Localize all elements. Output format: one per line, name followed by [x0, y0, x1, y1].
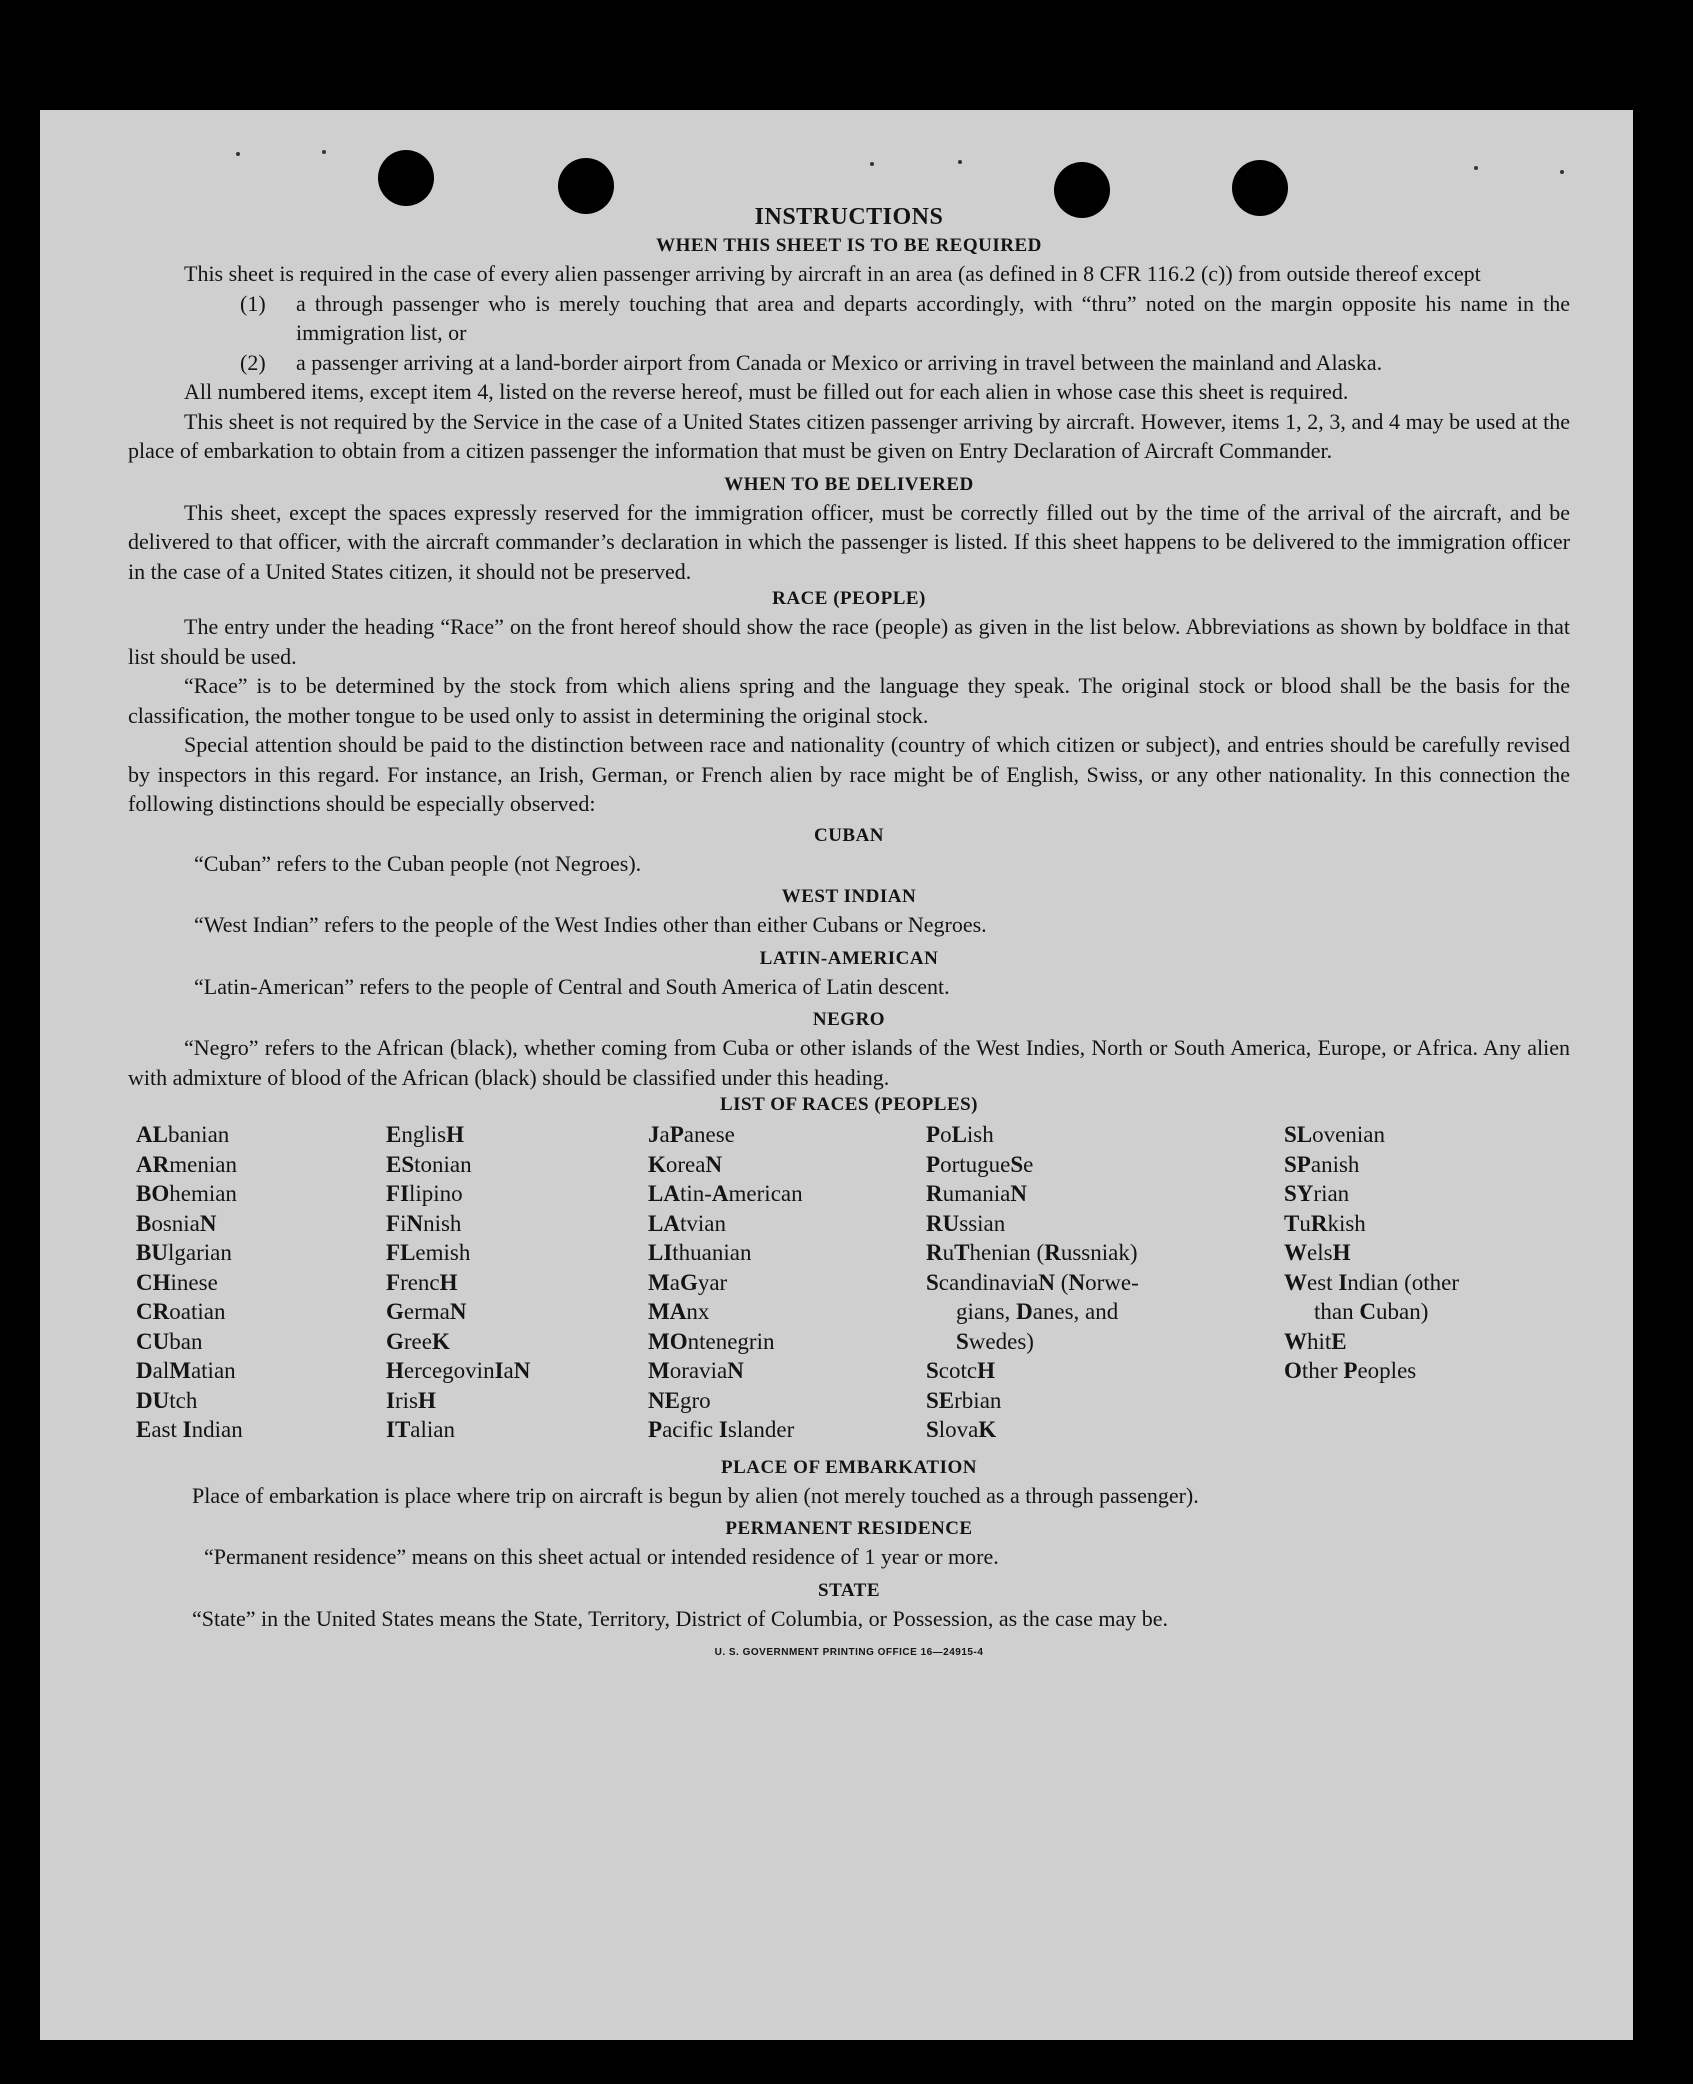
race-entry: MOntenegrin: [648, 1328, 775, 1354]
race-entry: HercegovinIaN: [386, 1358, 531, 1383]
race-entry: East Indian: [136, 1417, 243, 1442]
section-heading-required: WHEN THIS SHEET IS TO BE REQUIRED: [656, 235, 1042, 256]
race-entry: FIlipino: [386, 1181, 463, 1206]
race-entry: SPanish: [1284, 1151, 1360, 1177]
race-entry: Swedes): [956, 1328, 1034, 1354]
punch-hole: [378, 150, 434, 206]
paragraph: “Race” is to be determined by the stock from which aliens spring and the language they speak. The original stock or blood shall be the basis for the classification, the mother tongue to be used only to assist in determining the original stock.: [128, 673, 1570, 728]
item-number: (2): [240, 349, 266, 375]
race-entry: KoreaN: [648, 1151, 723, 1177]
race-entry: FLemish: [386, 1240, 471, 1265]
race-entry: West Indian (other: [1284, 1269, 1460, 1295]
speck: [236, 152, 240, 156]
paragraph: “State” in the United States means the State, Territory, District of Columbia, or Possession, as the case may be.: [192, 1605, 1169, 1631]
race-entry: EnglisH: [386, 1122, 464, 1147]
list-item: [240, 348, 1570, 378]
section-heading-embarkation: PLACE OF EMBARKATION: [721, 1456, 977, 1478]
paragraph: This sheet is not required by the Service in the case of a United States citizen passenger arriving by aircraft. However, items 1, 2, 3, and 4 may be used at the place of embarkation to obtain from a citizen passenger the information that must be given on Entry Declaration of Aircraft Commander.: [128, 408, 1570, 463]
page-title: INSTRUCTIONS: [754, 204, 944, 230]
race-entry: PortugueSe: [926, 1151, 1034, 1177]
race-entry: ARmenian: [136, 1151, 237, 1177]
race-entry: SLovenian: [1284, 1122, 1385, 1147]
race-entry: gians, Danes, and: [956, 1299, 1119, 1324]
race-entry: WhitE: [1284, 1328, 1347, 1354]
paragraph: This sheet is required in the case of every alien passenger arriving by aircraft in an area (as defined in 8 CFR 116.2 (c)) from outside thereof except: [184, 261, 1481, 286]
race-entry: SErbian: [926, 1387, 1002, 1413]
paragraph: This sheet, except the spaces expressly reserved for the immigration officer, must be correctly filled out by the time of the arrival of the aircraft, and be delivered to that officer, with the aircraft commander’s declaration in which the passenger is listed. If this sheet happens to be delivered to the immigration officer in the case of a United States citizen, it should not be preserved.: [128, 499, 1570, 584]
race-entry: GermaN: [386, 1299, 467, 1324]
speck: [1474, 166, 1478, 170]
list-item: [240, 289, 1570, 348]
paragraph: “Cuban” refers to the Cuban people (not Negroes).: [194, 850, 642, 876]
instructions-content: [128, 204, 1570, 1658]
race-entry: Pacific Islander: [648, 1417, 795, 1442]
race-entry: RuThenian (Russniak): [926, 1240, 1138, 1265]
race-column: [136, 1120, 386, 1445]
race-entry: GreeK: [386, 1328, 450, 1354]
section-heading-race-list: LIST OF RACES (PEOPLES): [719, 1094, 979, 1115]
paragraph: All numbered items, except item 4, listed on the reverse hereof, must be filled out for each alien in whose case this sheet is required.: [184, 379, 1349, 404]
exception-list: [128, 289, 1570, 378]
speck: [870, 162, 874, 166]
race-entry: JaPanese: [648, 1122, 735, 1147]
section-heading-race: RACE (PEOPLE): [772, 588, 926, 609]
paragraph: “West Indian” refers to the people of the West Indies other than either Cubans or Negroes.: [194, 912, 987, 937]
race-entry: DalMatian: [136, 1358, 236, 1383]
section-heading-west-indian: WEST INDIAN: [781, 886, 917, 907]
race-entry: LAtin-American: [648, 1181, 803, 1206]
race-entry: WelsH: [1284, 1240, 1351, 1265]
race-entry: TuRkish: [1284, 1210, 1366, 1236]
paragraph: “Latin-American” refers to the people of Central and South America of Latin descent.: [194, 973, 950, 999]
race-entry: MoraviaN: [648, 1358, 744, 1383]
race-entry: ITalian: [386, 1417, 455, 1442]
item-text: a passenger arriving at a land-border airport from Canada or Mexico or arriving in travel between the mainland and Alaska.: [296, 349, 1383, 375]
race-entry: LAtvian: [648, 1210, 726, 1236]
item-text: a through passenger who is merely touching that area and departs accordingly, with “thru” noted on the margin opposite his name in the immigration list, or: [296, 290, 1570, 345]
race-entry: ScandinaviaN (Norwe-: [926, 1269, 1139, 1295]
paragraph: “Negro” refers to the African (black), whether coming from Cuba or other islands of the West Indies, North or South America, Europe, or Africa. Any alien with admixture of blood of the African (black) should be classified under this heading.: [128, 1035, 1570, 1090]
race-entry: BosniaN: [136, 1210, 217, 1236]
speck: [322, 150, 326, 154]
paragraph: Special attention should be paid to the distinction between race and nationality (country of which citizen or subject), and entries should be carefully revised by inspectors in this regard. For instance, an Irish, German, or French alien by race might be of English, Swiss, or any other nationality. In this connection the following distinctions should be especially observed:: [128, 732, 1570, 816]
section-heading-residence: PERMANENT RESIDENCE: [725, 1518, 973, 1539]
race-entry: ScotcH: [926, 1358, 995, 1383]
race-column: [386, 1120, 648, 1445]
printer-imprint: U. S. GOVERNMENT PRINTING OFFICE 16—24915-4: [714, 1647, 984, 1658]
race-entry: BOhemian: [136, 1181, 237, 1206]
race-entry: PoLish: [926, 1122, 994, 1147]
paragraph: The entry under the heading “Race” on the front hereof should show the race (people) as given in the list below. Abbreviations as shown by boldface in that list should be used.: [128, 614, 1570, 669]
race-entry: MAnx: [648, 1299, 710, 1324]
item-number: (1): [240, 290, 266, 316]
race-entry: IrisH: [386, 1387, 436, 1413]
race-column: [1284, 1120, 1556, 1445]
race-column: [926, 1120, 1284, 1445]
speck: [1560, 170, 1564, 174]
race-entry: BUlgarian: [136, 1240, 232, 1265]
section-heading-delivered: WHEN TO BE DELIVERED: [724, 473, 974, 495]
race-entry: than Cuban): [1314, 1299, 1429, 1324]
race-column: [648, 1120, 926, 1445]
section-heading-negro: NEGRO: [812, 1009, 886, 1030]
section-heading-state: STATE: [818, 1579, 880, 1601]
race-entry: LIthuanian: [648, 1240, 752, 1265]
speck: [958, 160, 962, 164]
race-entry: FrencH: [386, 1269, 458, 1295]
race-entry: RumaniaN: [926, 1181, 1027, 1206]
race-entry: ALbanian: [136, 1122, 230, 1147]
race-entry: RUssian: [926, 1210, 1006, 1236]
race-entry: SlovaK: [926, 1417, 997, 1442]
section-heading-latin-american: LATIN-AMERICAN: [759, 947, 939, 969]
race-entry: FiNnish: [386, 1210, 462, 1236]
document-sheet: [40, 110, 1633, 2040]
race-list: [128, 1120, 1570, 1445]
race-entry: Other Peoples: [1284, 1358, 1417, 1383]
race-entry: MaGyar: [648, 1269, 728, 1295]
race-entry: NEgro: [648, 1387, 711, 1413]
section-heading-cuban: CUBAN: [813, 824, 885, 846]
race-entry: SYrian: [1284, 1181, 1350, 1206]
race-entry: CHinese: [136, 1269, 218, 1295]
race-entry: CRoatian: [136, 1299, 226, 1324]
paragraph: “Permanent residence” means on this sheet actual or intended residence of 1 year or more.: [204, 1544, 999, 1569]
race-entry: CUban: [136, 1328, 203, 1354]
paragraph: Place of embarkation is place where trip on aircraft is begun by alien (not merely touched as a through passenger).: [192, 1482, 1199, 1508]
race-entry: DUtch: [136, 1387, 198, 1413]
race-entry: EStonian: [386, 1151, 472, 1177]
